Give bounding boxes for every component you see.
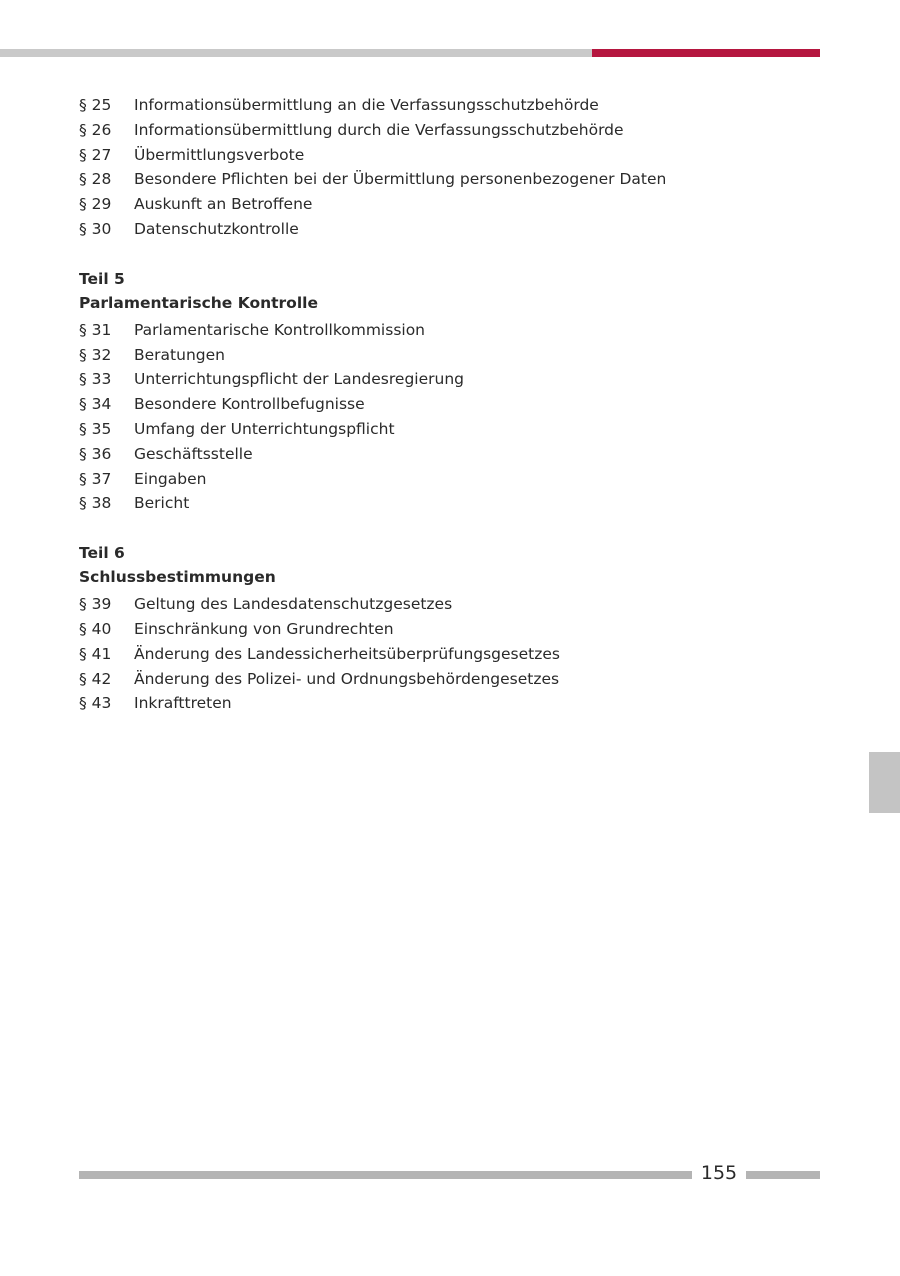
footer-rule-right bbox=[746, 1171, 820, 1179]
toc-entry bbox=[79, 417, 819, 442]
toc-entry bbox=[79, 617, 819, 642]
header-rule-accent bbox=[592, 49, 820, 57]
section-number: § 37 bbox=[79, 469, 112, 488]
part-label: Teil 6 bbox=[79, 544, 125, 563]
section-number: § 34 bbox=[79, 395, 112, 414]
section-title: Informationsübermittlung durch die Verfassungsschutzbehörde bbox=[134, 120, 624, 139]
section-title: Änderung des Landessicherheitsüberprüfungsgesetzes bbox=[134, 644, 560, 663]
section-number: § 29 bbox=[79, 195, 112, 214]
section-number: § 39 bbox=[79, 595, 112, 614]
part-heading: Schlussbestimmungen bbox=[79, 568, 276, 587]
section-title: Datenschutzkontrolle bbox=[134, 219, 299, 238]
section-title: Informationsübermittlung an die Verfassungsschutzbehörde bbox=[134, 96, 599, 114]
toc-entry bbox=[79, 442, 819, 467]
toc-entry bbox=[79, 192, 819, 217]
section-title: Bericht bbox=[134, 494, 190, 513]
section-title: Einschränkung von Grundrechten bbox=[134, 619, 394, 638]
toc-entry bbox=[79, 491, 819, 516]
section-number: § 30 bbox=[79, 219, 112, 238]
footer-rule-left bbox=[79, 1171, 692, 1179]
section-title: Umfang der Unterrichtungspflicht bbox=[134, 419, 395, 438]
toc-entry bbox=[79, 592, 819, 617]
toc-entry bbox=[79, 367, 819, 392]
toc-part-5 bbox=[79, 267, 819, 516]
toc-entry bbox=[79, 93, 819, 118]
toc-entry bbox=[79, 642, 819, 667]
section-number: § 36 bbox=[79, 444, 112, 463]
section-number: § 33 bbox=[79, 370, 112, 389]
section-number: § 35 bbox=[79, 419, 112, 438]
table-of-contents bbox=[79, 93, 819, 716]
section-title: Geschäftsstelle bbox=[134, 444, 253, 463]
part-heading: Parlamentarische Kontrolle bbox=[79, 293, 318, 312]
section-title: Auskunft an Betroffene bbox=[134, 195, 313, 214]
toc-entry bbox=[79, 343, 819, 368]
section-title: Parlamentarische Kontrollkommission bbox=[134, 320, 426, 339]
section-title: Inkrafttreten bbox=[134, 694, 232, 713]
section-title: Änderung des Polizei- und Ordnungsbehördengesetzes bbox=[134, 669, 560, 688]
section-number: § 38 bbox=[79, 494, 112, 513]
toc-entry bbox=[79, 143, 819, 168]
toc-intro-list bbox=[79, 93, 819, 242]
section-title: Eingaben bbox=[134, 469, 207, 488]
toc-entry bbox=[79, 467, 819, 492]
section-number: § 42 bbox=[79, 669, 112, 688]
toc-entry bbox=[79, 392, 819, 417]
toc-part-6 bbox=[79, 541, 819, 716]
section-title: Unterrichtungspflicht der Landesregierung bbox=[134, 370, 464, 389]
page-number: 155 bbox=[700, 1162, 738, 1184]
toc-entry bbox=[79, 167, 819, 192]
toc-entry bbox=[79, 667, 819, 692]
toc-entry bbox=[79, 691, 819, 716]
part-label: Teil 5 bbox=[79, 269, 125, 288]
section-number: § 43 bbox=[79, 694, 112, 713]
toc-entry bbox=[79, 217, 819, 242]
section-title: Übermittlungsverbote bbox=[134, 145, 305, 164]
section-number: § 25 bbox=[79, 96, 112, 114]
section-number: § 31 bbox=[79, 320, 112, 339]
header-rule-gray bbox=[0, 49, 592, 57]
section-number: § 26 bbox=[79, 120, 112, 139]
section-title: Besondere Kontrollbefugnisse bbox=[134, 395, 365, 414]
section-number: § 32 bbox=[79, 345, 112, 364]
section-number: § 40 bbox=[79, 619, 112, 638]
section-number: § 28 bbox=[79, 170, 112, 189]
section-title: Geltung des Landesdatenschutzgesetzes bbox=[134, 595, 453, 614]
chapter-thumb-tab bbox=[869, 752, 900, 813]
section-title: Beratungen bbox=[134, 345, 225, 364]
section-title: Besondere Pflichten bei der Übermittlung personenbezogener Daten bbox=[134, 170, 667, 189]
toc-entry bbox=[79, 318, 819, 343]
toc-entry bbox=[79, 118, 819, 143]
section-number: § 41 bbox=[79, 644, 112, 663]
section-number: § 27 bbox=[79, 145, 112, 164]
